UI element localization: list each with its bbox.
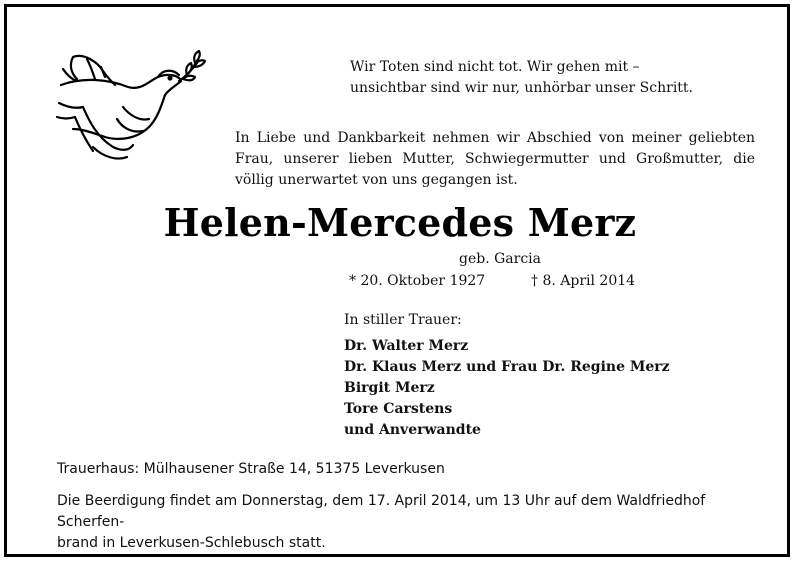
funeral-line: brand in Leverkusen-Schlebusch statt. <box>57 535 326 551</box>
mourner-name: und Anverwandte <box>344 422 481 438</box>
birth-date: * 20. Oktober 1927 <box>349 273 486 289</box>
poem-line: Wir Toten sind nicht tot. Wir gehen mit – <box>350 59 640 75</box>
funeral-info <box>57 491 757 554</box>
deceased-name: Helen-Mercedes Merz <box>163 200 637 245</box>
dove-icon <box>53 47 213 167</box>
poem-line: unsichtbar sind wir nur, unhörbar unser Schritt. <box>350 80 693 96</box>
poem <box>350 57 693 99</box>
birth-name: geb. Garcia <box>459 251 541 267</box>
mourner-name: Dr. Walter Merz <box>344 338 469 354</box>
obituary-frame <box>4 4 790 557</box>
mourning-house: Trauerhaus: Mülhausener Straße 14, 51375 Leverkusen <box>57 461 445 477</box>
mourning-label: In stiller Trauer: <box>344 312 462 328</box>
intro-line: unerwartet von uns gegangen ist. <box>278 172 518 188</box>
intro-text <box>235 128 755 191</box>
funeral-line: Die Beerdigung findet am Donnerstag, dem 17. April 2014, um 13 Uhr auf dem Waldfriedhof Scherfen- <box>57 493 706 530</box>
mourners-list <box>344 336 670 441</box>
mourner-name: Dr. Klaus Merz und Frau Dr. Regine Merz <box>344 359 670 375</box>
intro-line: unserer lieben Mutter, Schwiegermutter und Großmutter, die völlig <box>235 151 756 188</box>
intro-line: In Liebe und Dankbarkeit nehmen wir Abschied von meiner geliebten Frau, <box>235 130 755 167</box>
death-date: † 8. April 2014 <box>531 273 636 289</box>
mourner-name: Tore Carstens <box>344 401 453 417</box>
mourner-name: Birgit Merz <box>344 380 435 396</box>
